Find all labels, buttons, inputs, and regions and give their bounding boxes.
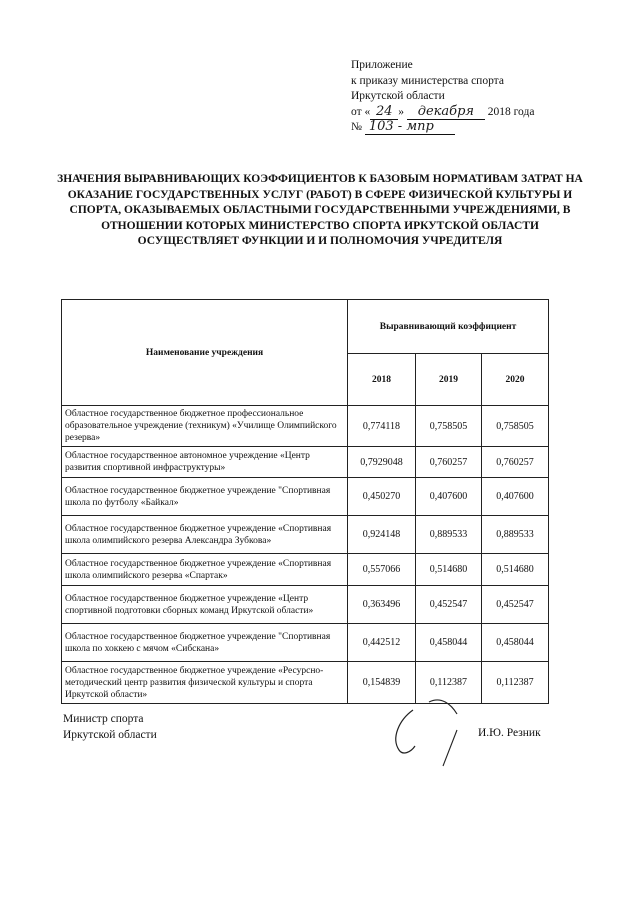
coef-2020: 0,758505 [482, 406, 549, 447]
institution-name: Областное государственное бюджетное профессиональное образовательное учреждение (техникум) «Училище Олимпийского резерва» [62, 406, 348, 447]
coef-2018: 0,774118 [348, 406, 416, 447]
institution-name: Областное государственное бюджетное учреждение "Спортивная школа по хоккею с мячом «Сибскана» [62, 624, 348, 662]
date-month-handwritten: декабря [407, 105, 485, 120]
header-coefficient: Выравнивающий коэффициент [348, 300, 549, 354]
coef-2020: 0,407600 [482, 478, 549, 516]
signer-name: И.Ю. Резник [478, 727, 541, 739]
coef-2018: 0,154839 [348, 662, 416, 704]
coef-2020: 0,514680 [482, 554, 549, 586]
table-row [62, 586, 549, 624]
appendix-region-line: Иркутской области [351, 90, 445, 102]
table-row [62, 516, 549, 554]
coef-2018: 0,924148 [348, 516, 416, 554]
institution-name: Областное государственное бюджетное учреждение «Спортивная школа олимпийского резерва Александра Зубкова» [62, 516, 348, 554]
appendix-title: Приложение [351, 59, 413, 71]
header-year-2018: 2018 [348, 354, 416, 406]
header-institution-name: Наименование учреждения [62, 300, 348, 406]
coef-2018: 0,450270 [348, 478, 416, 516]
table-row [62, 624, 549, 662]
table-row [62, 406, 549, 447]
signer-title-line2: Иркутской области [63, 729, 157, 741]
table-row [62, 447, 549, 478]
date-prefix: от « [351, 105, 371, 118]
coef-2020: 0,458044 [482, 624, 549, 662]
coef-2019: 0,452547 [416, 586, 482, 624]
appendix-block [351, 58, 591, 136]
date-day-handwritten: 24 [370, 105, 398, 120]
coef-2019: 0,458044 [416, 624, 482, 662]
coef-2019: 0,758505 [416, 406, 482, 447]
coef-2019: 0,514680 [416, 554, 482, 586]
institution-name: Областное государственное бюджетное учреждение «Ресурсно-методический центр развития физической культуры и спорта Иркутской области» [62, 662, 348, 704]
institution-name: Областное государственное бюджетное учреждение «Центр спортивной подготовки сборных команд Иркутской области» [62, 586, 348, 624]
institution-name: Областное государственное автономное учреждение «Центр развития спортивной инфраструктуры» [62, 447, 348, 478]
coef-2020: 0,452547 [482, 586, 549, 624]
coef-2019: 0,760257 [416, 447, 482, 478]
coef-2018: 0,7929048 [348, 447, 416, 478]
signature-position [63, 711, 157, 743]
number-prefix: № [351, 121, 362, 133]
document-title: ЗНАЧЕНИЯ ВЫРАВНИВАЮЩИХ КОЭФФИЦИЕНТОВ К БАЗОВЫМ НОРМАТИВАМ ЗАТРАТ НА ОКАЗАНИЕ ГОСУДАРСТВЕННЫХ УСЛУГ (РАБОТ) В СФЕРЕ ФИЗИЧЕСКОЙ КУЛЬТУРЫ И СПОРТА, ОКАЗЫВАЕМЫХ ОБЛАСТНЫМИ ГОСУДАРСТВЕННЫМИ УЧРЕЖДЕНИЯМИ, В ОТНОШЕНИИ КОТОРЫХ МИНИСТЕРСТВО СПОРТА ИРКУТСКОЙ ОБЛАСТИ ОСУЩЕСТВЛЯЕТ ФУНКЦИИ И И ПОЛНОМОЧИЯ УЧРЕДИТЕЛЯ [57, 173, 583, 247]
appendix-date-line [351, 105, 591, 121]
date-mid: » [398, 105, 404, 118]
appendix-number-line [351, 120, 591, 136]
coef-2018: 0,363496 [348, 586, 416, 624]
table-row [62, 478, 549, 516]
coef-2019: 0,889533 [416, 516, 482, 554]
coef-2020: 0,760257 [482, 447, 549, 478]
appendix-order-line: к приказу министерства спорта [351, 74, 504, 87]
institution-name: Областное государственное бюджетное учреждение «Спортивная школа олимпийского резерва «Спартак» [62, 554, 348, 586]
coefficients-table [61, 299, 549, 704]
signer-title-line1: Министр спорта [63, 713, 144, 725]
header-year-2019: 2019 [416, 354, 482, 406]
coef-2019: 0,407600 [416, 478, 482, 516]
coef-2018: 0,557066 [348, 554, 416, 586]
order-number-handwritten: 103 - мпр [365, 120, 455, 135]
table-row [62, 554, 549, 586]
coef-2020: 0,112387 [482, 662, 549, 704]
coef-2018: 0,442512 [348, 624, 416, 662]
coef-2020: 0,889533 [482, 516, 549, 554]
institution-name: Областное государственное бюджетное учреждение "Спортивная школа по футболу «Байкал» [62, 478, 348, 516]
header-year-2020: 2020 [482, 354, 549, 406]
table-row [62, 662, 549, 704]
coef-2019: 0,112387 [416, 662, 482, 704]
date-suffix: 2018 года [487, 105, 535, 118]
handwritten-signature [385, 690, 475, 770]
